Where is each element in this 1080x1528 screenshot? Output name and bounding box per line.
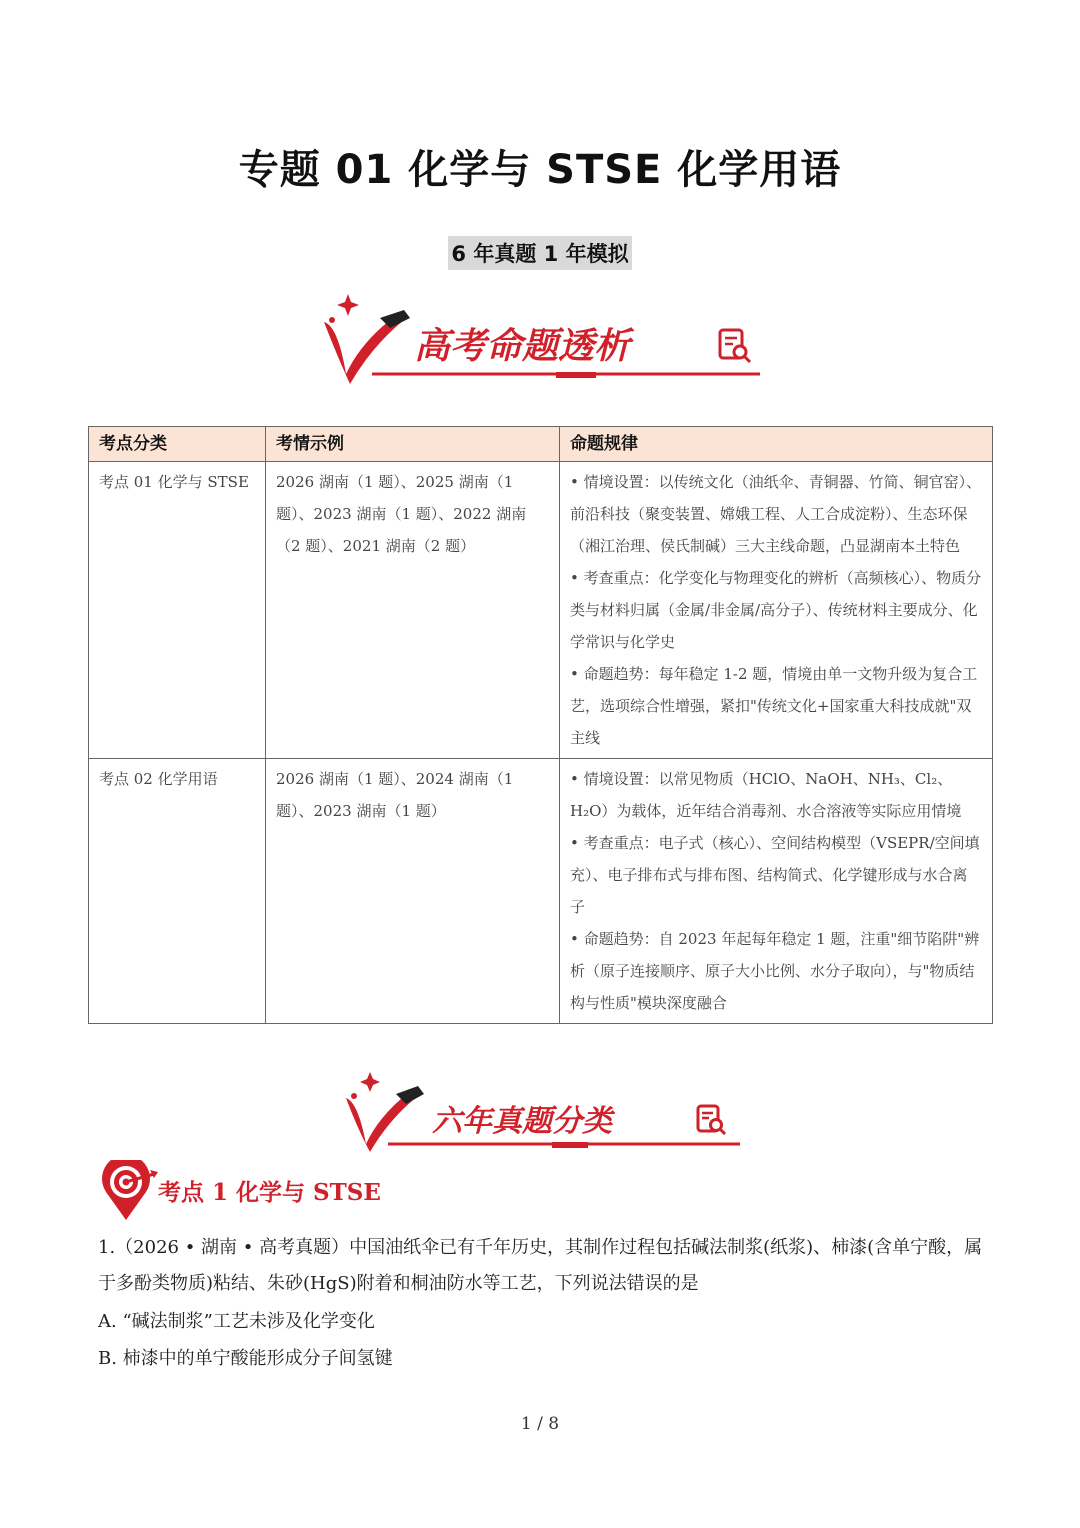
search-document-icon <box>694 1102 730 1138</box>
rule-item: • 考查重点：电子式（核心）、空间结构模型（VSEPR/空间填充）、电子排布式与排布图、结构简式、化学键形成与水合离子 <box>570 834 980 916</box>
row-examples: 2026 湖南（1 题）、2024 湖南（1 题）、2023 湖南（1 题） <box>266 759 560 1024</box>
page-title: 专题 01 化学与 STSE 化学用语 <box>238 147 842 193</box>
banner-six-year-classification <box>342 1068 742 1154</box>
header-rules: 命题规律 <box>560 427 993 462</box>
row-rules <box>560 462 993 759</box>
banner-exam-analysis-text: 高考命题透析 <box>414 326 631 367</box>
rule-item: • 考查重点：化学变化与物理变化的辨析（高频核心）、物质分类与材料归属（金属/非金属/高分子）、传统材料主要成分、化学常识与化学史 <box>570 569 982 651</box>
rule-item: • 命题趋势：自 2023 年起每年稳定 1 题，注重"细节陷阱"辨析（原子连接顺序、原子大小比例、水分子取向），与"物质结构与性质"模块深度融合 <box>570 930 980 1012</box>
exam-analysis-table <box>88 426 993 1024</box>
option-b: B. 柿漆中的单宁酸能形成分子间氢键 <box>98 1348 393 1369</box>
row-category: 考点 02 化学用语 <box>89 759 266 1024</box>
header-category: 考点分类 <box>89 427 266 462</box>
search-document-icon <box>716 326 756 366</box>
row-category: 考点 01 化学与 STSE <box>89 462 266 759</box>
row-examples: 2026 湖南（1 题）、2025 湖南（1 题）、2023 湖南（1 题）、2022 湖南（2 题）、2021 湖南（2 题） <box>266 462 560 759</box>
option-a: A. “碱法制浆”工艺未涉及化学变化 <box>98 1311 375 1332</box>
question-stem: 1.（2026 • 湖南 • 高考真题）中国油纸伞已有千年历史，其制作过程包括碱法制浆(纸浆)、柿漆(含单宁酸，属于多酚类物质)粘结、朱砂(HgS)附着和桐油防水等工艺，下列说法错误的是 <box>98 1237 983 1294</box>
row-rules <box>560 759 993 1024</box>
section-heading-text: 考点 1 化学与 STSE <box>158 1179 381 1206</box>
banner-exam-analysis <box>320 288 762 388</box>
page-subtitle: 6 年真题 1 年模拟 <box>448 236 631 270</box>
rule-item: • 命题趋势：每年稳定 1-2 题，情境由单一文物升级为复合工艺，选项综合性增强，紧扣"传统文化+国家重大科技成就"双主线 <box>570 665 978 747</box>
rule-item: • 情境设置：以常见物质（HClO、NaOH、NH₃、Cl₂、H₂O）为载体，近年结合消毒剂、水合溶液等实际应用情境 <box>570 770 962 820</box>
table-header-row <box>89 427 993 462</box>
banner-six-year-text: 六年真题分类 <box>432 1104 612 1139</box>
page-number: 1 / 8 <box>520 1414 560 1434</box>
table-row <box>89 759 993 1024</box>
rule-item: • 情境设置：以传统文化（油纸伞、青铜器、竹简、铜官窑）、前沿科技（聚变装置、嫦娥工程、人工合成淀粉）、生态环保（湘江治理、侯氏制碱）三大主线命题，凸显湖南本土特色 <box>570 473 982 555</box>
target-location-icon <box>100 1160 160 1222</box>
header-examples: 考情示例 <box>266 427 560 462</box>
table-row <box>89 462 993 759</box>
